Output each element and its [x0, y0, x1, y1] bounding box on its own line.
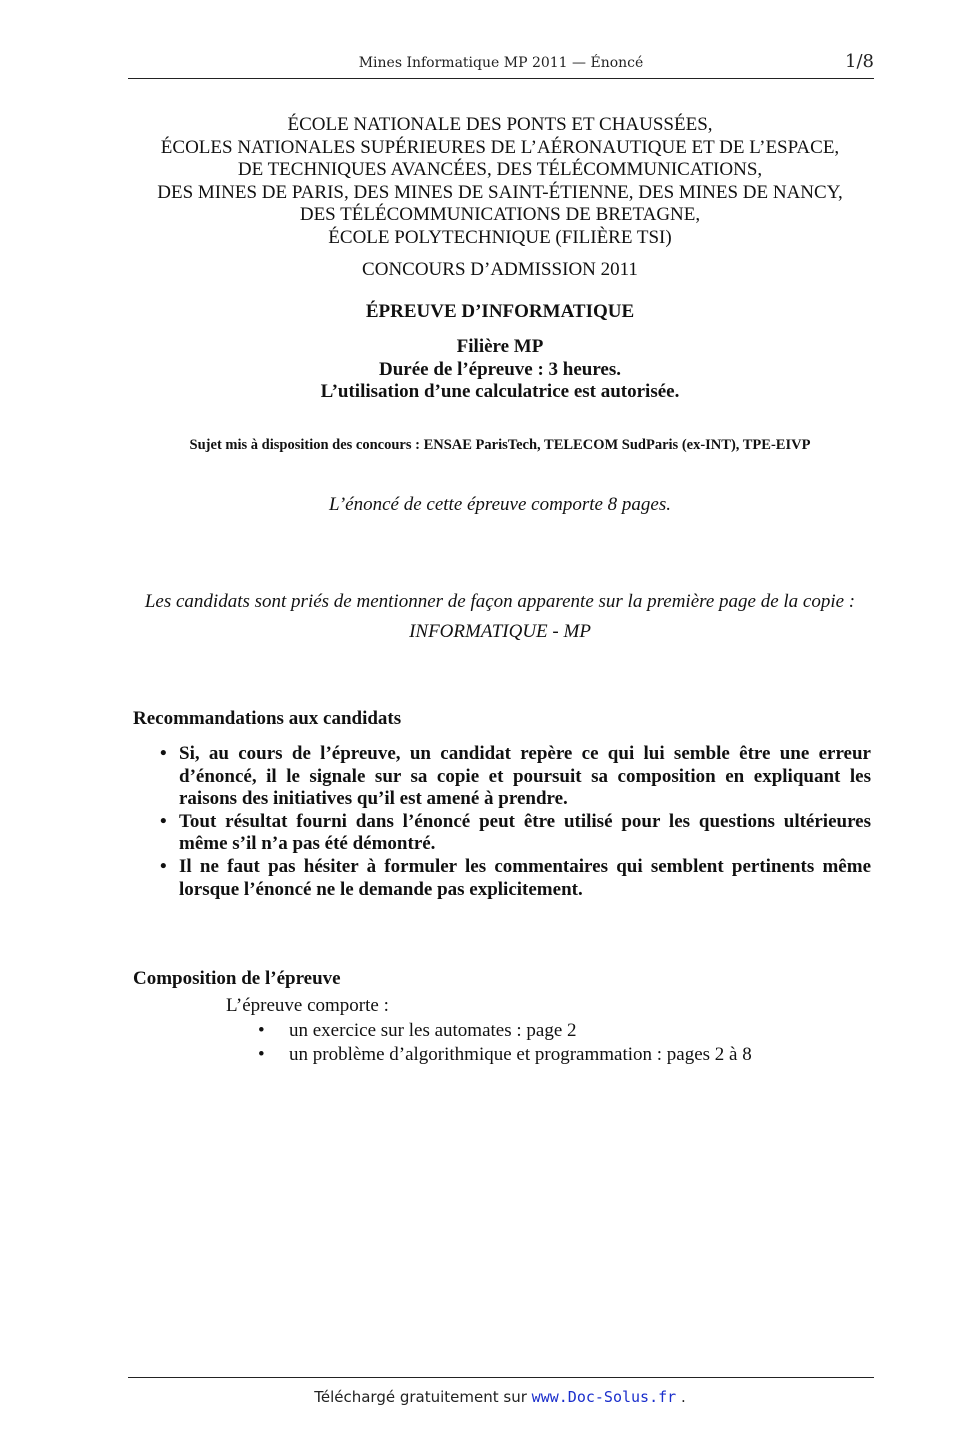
recommendation-text: Tout résultat fourni dans l’énoncé peut être utilisé pour les questions ultérieures même s’il n’a pas été démontré.	[179, 810, 871, 855]
composition-item: un problème d’algorithmique et programmation : pages 2 à 8	[289, 1044, 752, 1065]
page-number: 1/8	[845, 51, 874, 72]
bullet-icon: •	[258, 1020, 265, 1041]
page-count-note: L’énoncé de cette épreuve comporte 8 pages.	[328, 494, 672, 515]
composition-list	[258, 1019, 752, 1067]
bullet-icon: •	[258, 1044, 265, 1065]
footer-end: .	[680, 1388, 686, 1406]
footer-text: Téléchargé gratuitement sur	[314, 1388, 527, 1406]
institutions-block	[100, 114, 900, 250]
epreuve-title: ÉPREUVE D’INFORMATIQUE	[365, 301, 635, 322]
bullet-icon: •	[160, 810, 167, 832]
bullet-icon: •	[160, 743, 167, 764]
duree-line: Durée de l’épreuve : 3 heures.	[378, 358, 622, 380]
institution-line: DES MINES DE PARIS, DES MINES DE SAINT-ÉTIENNE, DES MINES DE NANCY,	[157, 181, 843, 203]
footer-divider	[128, 1377, 874, 1378]
page-header	[128, 48, 874, 79]
institution-line: ÉCOLES NATIONALES SUPÉRIEURES DE L’AÉRONAUTIQUE ET DE L’ESPACE,	[160, 136, 840, 158]
list-item	[258, 1043, 752, 1067]
institution-line: ÉCOLE POLYTECHNIQUE (FILIÈRE TSI)	[328, 226, 672, 248]
recommendation-text: Si, au cours de l’épreuve, un candidat repère ce qui lui semble être une erreur d’énoncé, il le signale sur sa copie et poursuit sa composition en expliquant les raisons des initiatives qu’il est amené à prendre.	[179, 743, 871, 810]
institution-line: ÉCOLE NATIONALE DES PONTS ET CHAUSSÉES,	[287, 114, 713, 135]
candidates-note: Les candidats sont priés de mentionner de façon apparente sur la première page de la copie :	[144, 591, 856, 612]
list-item	[258, 1019, 752, 1043]
copy-mention: INFORMATIQUE - MP	[409, 621, 591, 642]
composition-item: un exercice sur les automates : page 2	[289, 1020, 577, 1041]
institution-line: DE TECHNIQUES AVANCÉES, DES TÉLÉCOMMUNICATIONS,	[237, 159, 763, 181]
bullet-icon: •	[160, 855, 167, 877]
recommendations-list	[160, 743, 871, 901]
composition-title: Composition de l’épreuve	[133, 968, 341, 989]
concours-title: CONCOURS D’ADMISSION 2011	[362, 259, 638, 280]
list-item	[160, 856, 871, 901]
sujet-line: Sujet mis à disposition des concours : ENSAE ParisTech, TELECOM SudParis (ex-INT), TPE-EIVP	[189, 437, 811, 453]
footer-link[interactable]: www.Doc-Solus.fr	[531, 1388, 677, 1406]
list-item	[160, 811, 871, 856]
page-footer	[0, 1388, 980, 1406]
recommendations-title: Recommandations aux candidats	[133, 708, 402, 729]
header-title: Mines Informatique MP 2011 — Énoncé	[358, 55, 644, 71]
calculatrice-line: L’utilisation d’une calculatrice est autorisée.	[320, 381, 680, 402]
composition-intro: L’épreuve comporte :	[226, 995, 389, 1016]
recommendation-text: Il ne faut pas hésiter à formuler les commentaires qui semblent pertinents même lorsque l’énoncé ne le demande pas explicitement.	[179, 855, 871, 900]
institution-line: DES TÉLÉCOMMUNICATIONS DE BRETAGNE,	[299, 204, 701, 226]
list-item	[160, 743, 871, 811]
filiere-line: Filière MP	[456, 336, 544, 357]
exam-info	[100, 336, 900, 404]
